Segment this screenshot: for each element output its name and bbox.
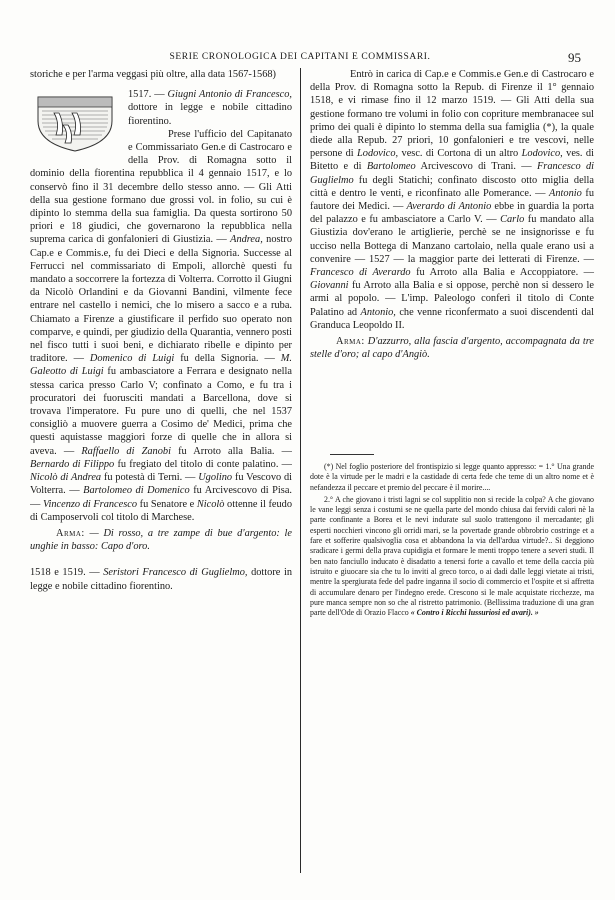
person-name: Bartolomeo di Domenico [83,485,190,497]
entry-body: Prese l'ufficio del Capitanato e Commissariato Gen.e di Castrocaro e della Prov. di Romagna sotto il dominio della fiorentina repubblica il 4 gennaio 1517, e lo conservò fino il 31 decembre dello stesso anno. — Gli Atti della sua gestione formano due grossi vol. in folio, su cui è dipinto lo stemma della sua famiglia. Da questa sortirono 50 priori e 18 giudici, che governarono la repubblica nella suprema carica di gonfalonieri di Giustizia. — [30,128,292,246]
entry-body: fu Senatore e [139,498,195,510]
footnote-rule [330,454,374,455]
intro-text: storiche e per l'arma veggasi più oltre, alla data 1567-1568) [30,69,277,80]
entry-body: fu fregiato del titolo di conte palatino. — [117,458,292,470]
person-name: Domenico di Luigi [89,353,175,365]
entry-body: fu ambasciatore a Ferrara e designato nella stessa carica presso Carlo V; confinato a Como, e fu tra i procuratori dei fuorusciti mandati a Barcellona, dove si trovava l'imperatore. Fu pure uno di quelli, che nel 1537 consigliò a muovere guerra a Cosimo de' Medici, prima che questi aquistasse maggiori forze di quelle che in allora si aveva. — [30,366,292,457]
entry-giugni [30,88,292,553]
person-name: M. Galeotto di Luigi [30,353,292,378]
entry-title: dottore in legge e nobile cittadino fiorentino. [128,102,292,127]
person-name: Ugolino [198,472,233,484]
left-column [30,68,292,593]
entry-body: ves. di Bitetto e di [310,148,594,173]
entry-name: Seristori Francesco di Guglielmo, [103,567,248,579]
person-name: Giovanni [310,280,349,292]
person-name: Nicolò [196,498,225,510]
entry-body: ottenne il feudo di Camposervoli col titolo di Marchese. [30,498,292,523]
person-name: Francesco di Guglielmo [310,161,595,186]
coat-of-arms-crest-image [30,91,120,153]
arma-label: Arma: [56,527,85,539]
right-column [310,68,594,361]
entry-body: ebbe in guardia la porta del palazzo e fu ambasciatore a Carlo V. — [310,201,594,226]
entry-body: fu della Signoria. — [180,353,275,365]
entry-name: Giugni Antonio di Francesco, [167,89,292,101]
entry-seristori [30,566,292,592]
entry-body: Arcivescovo di Trani. — [420,161,532,173]
entry-year: 1517. — [128,89,165,101]
entry-body: nostro Cap.e e Commis.e, fu dei Dieci e della Signoria. Successe al Ferrucci nel commissariato di Empoli, allorchè questi fu mandato a soccorrere la fortezza di Volterra. Corrotto il Giugni da Nicolò Orlandini e da Giovanni Bandini, vilmente fece entrare nel castello i nemici, che lo misero a sacco e a ruba. Chiamato a Firenze a giustificare il perfido suo operato non comparve, e quindi, per giudizio della Quarantia, vennero posti nel fisco tutti i suoi beni, e dichiarato ribelle e dipinto per traditore. — [30,234,292,365]
entry-body: fu Arcivescovo di Pisa. — [30,485,292,510]
entry-body: fu Arroto alla Balia. — [178,445,292,457]
entry-body: fu degli Statichi; confinato discosto otto miglia della città e dentro le venti, e riconfinato alle Pomerance. — [310,174,594,199]
person-name: Lodovico, [357,148,399,160]
person-name: Nicolò di Andrea [30,472,102,484]
entry-body: fu Arroto alla Balia e Accoppiatore. — [416,267,594,279]
entry-body: Entrò in carica di Cap.e e Commis.e Gen.e di Castrocaro e della Prov. di Romagna sotto la Repub. di Firenze il 1° gennaio 1518, e vi rimase fino il 12 marzo 1519. — Gli Atti della sua gestione formano tre volumi in folio con copriture membranacee sul primo dei quali è dipinto lo stemma della sua famiglia (*), la quale diede alla Repub. 27 priori, 10 gonfalonieri e tre vescovi, nelle persone di [310,69,594,160]
arma-blazon: D'azzurro, alla fascia d'argento, accompagnata da tre stelle d'oro; al capo d'Angiò. [310,336,594,361]
entry-year: 1518 e 1519. — [30,567,100,579]
entry-body: fu Arroto alla Balia e si oppose, perchè non si dessero le armi al popolo. — L'imp. Paleologo conferì il titolo di Conte Palatino ad [310,280,595,318]
entry-body: che venne riconfermato a suoi discendenti dal Granduca Leopoldo II. [310,306,594,331]
column-divider [300,68,301,873]
person-name: Lodovico, [521,148,563,160]
person-name: Francesco di Averardo [310,267,411,279]
entry-body: fu fautore dei Medici. — [310,187,595,213]
arma-label: Arma: [336,336,365,348]
person-name: Bernardo di Filippo [30,458,115,470]
entry-body: vesc. di Cortona di un altro [401,148,519,160]
entry-body: fu Vescovo di Volterra. — [30,472,292,497]
page-number: 95 [568,50,581,65]
footnotes [310,462,594,618]
entry-title: dottore in legge e nobile cittadino fiorentino. [30,567,292,592]
person-name: Carlo [500,214,525,226]
person-name: Andrea, [230,234,263,246]
person-name: Antonio, [360,306,396,318]
footnote-2 [310,495,594,619]
footnote-2-text: 2.° A che giovano i tristi lagni se col supplitio non si recide la colpa? A che giovano le vane leggi senza i costumi se ne quella parte del mondo chiusa dai fervidi calori nè la parte confinante a Borea et le nevi indurate sul suolo trattengono il mercadante; gli esperti nocchieri vincono gli orridi mari, se la povertade grande obbrobrio costringe et a fare et sofferire qualsivoglia cosa et abbandona la via dell'ardua virtude?.. Si deggiono sradicare i germi della prava cupidigia et formare le menti troppo tenere a severi studi. Il ben nato fanciullo inducato è disadatto a tenersi forte a cavallo et teme della caccia più istruito e giuocare sia che tu lo inviti al greco torco, o ai dadi dalle leggi vietate ai tristi, mentre la spergiurata fede del padre inganna il socio di commercio et l'ospite et si affretta di accumulare denaro per l'indegno erede. Crescono si le male acquistate ricchezze, ma pure manca sempre non so che al ristretto patrimonio. (Bellissima traduzione di una gran parte dell'Ode di Orazio Flacco [310,494,594,618]
entry-body: fu potestà di Terni. — [103,472,196,484]
person-name: Vincenzo di Francesco [42,498,138,510]
person-name: Raffaello di Zanobi [81,445,171,457]
person-name: Bartolomeo [366,161,416,173]
person-name: Antonio [549,187,582,199]
entry-body: fu mandato alla Giustizia dov'erano le artiglierie, perchè se ne insignorisse e fu ucciso nella Bottega di Manzano cartolaio, nella quale erano usi a convenire — 1527 — la maggior parte dei letterati di Firenze. — [310,214,594,265]
footnote-1: (*) Nel foglio posteriore del frontispizio si legge quanto appresso: = 1.° Una grande dote è la virtude per le madri e la castidade di certa fede che teme di un altro nome et è nefandezza il peccare et premio del peccare è il morire.... [310,462,594,492]
person-name: Averardo di Antonio [406,201,492,213]
arma-blazon: — Di rosso, a tre zampe di bue d'argento: le unghie in basso: Capo d'oro. [30,527,292,553]
footnote-2-title: « Contro i Ricchi lussuriosi ed avari). » [410,608,539,618]
running-title: SERIE CRONOLOGICA DEI CAPITANI E COMMISSARI. [169,52,431,62]
